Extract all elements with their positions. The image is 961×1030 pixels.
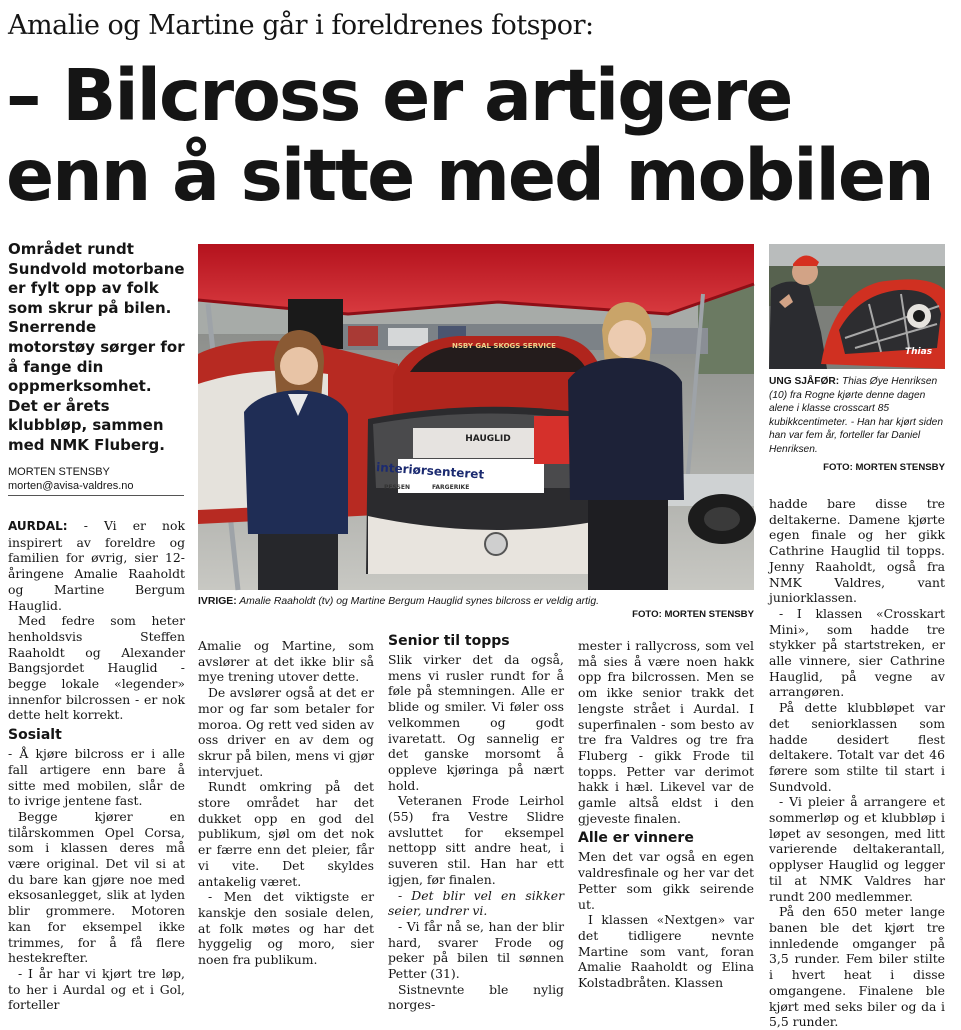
headline-line-2: enn å sitte med mobilen — [6, 134, 933, 217]
byline-email: morten@avisa-valdres.no — [8, 480, 134, 492]
main-photo — [198, 244, 754, 590]
side-photo-caption — [769, 375, 945, 457]
paragraph: mester i rallycross, som vel må sies å være noen hakk opp fra bilcrossen. Men se om ikke senior trakk det lengste strået i Aurdal. I superfinalen - som besto av tre fra Valdres og tre fra Fluberg - gikk Frode til topps. Petter var derimot hakk i hæl. Likevel var de gamle altså eldst i den gjeveste finalen. — [578, 638, 754, 826]
paragraph: På den 650 meter lange banen ble det kjørt tre innledende omganger på 3,5 runder. Fem biler stilte i hvert heat i disse omgangene. Finalene ble kjørt med seks biler og da i 5,5 runder. — [769, 904, 945, 1030]
subheading: Sosialt — [8, 727, 62, 744]
subheading: Senior til topps — [388, 633, 510, 649]
paragraph — [8, 518, 185, 613]
paragraph: hadde bare disse tre deltakerne. Damene kjørte egen finale og her gikk Cathrine Hauglid til topps. Jenny Raaholdt, også fra NMK Valdres, vant juniorklassen. — [769, 496, 945, 606]
car-sticker-sub2: PESSEN — [384, 484, 410, 491]
main-photo-caption-label: IVRIGE: — [198, 596, 237, 607]
paragraph: Begge kjører en tilårskommen Opel Corsa, som i klassen deres må være original. Det vil si at du bare kan gjøre noe med eksosanlegget, slik at lyden blir grommere. Motoren kan for eksempel ikke trimmes, for å få flere hestekrefter. — [8, 808, 185, 966]
article-kicker: Amalie og Martine går i foreldrenes fotspor: — [8, 10, 594, 41]
byline-divider — [8, 495, 184, 496]
paragraph: - Vi pleier å arrangere et sommerløp og et klubbløp i løpet av sesongen, med litt varierende deltakerantall, opplyser Hauglid og legger til at NMK Valdres har rundt 200 medlemmer. — [769, 794, 945, 904]
paragraph: Slik virker det da også, mens vi rusler rundt for å føle på stemningen. Alle er blide og smiler. Vi føler oss velkommen og godt ivaretatt. Og sannelig er det ganske morsomt å oppleve kjøringa på nært hold. — [388, 652, 564, 793]
paragraph: Med fedre som heter henholdsvis Steffen Raaholdt og Alexander Bangsjordet Hauglid - begge lokale «legender» innenfor bilcrossen - er nok dette helt korrekt. — [8, 613, 185, 723]
paragraph: Rundt omkring på det store området har det dukket opp en god del publikum, sjøl om det nok er færre enn det pleier, får vi vite. Det skyldes antakelig været. — [198, 779, 374, 889]
dateline: AURDAL: — [8, 519, 68, 533]
paragraph: - Å kjøre bilcross er i alle fall artigere enn bare å sitte med mobilen, slår de to ivrige jentene fast. — [8, 746, 185, 809]
paragraph: - I år har vi kjørt tre løp, to her i Aurdal og et i Gol, forteller — [8, 965, 185, 1013]
car-sticker-top: NSBY GAL SKOGS SERVICE — [452, 342, 556, 350]
car-sticker-brand: interiørsenteret — [375, 460, 485, 482]
paragraph: Veteranen Frode Leirhol (55) fra Vestre Slidre avsluttet for eksempel nettopp sitt andre heat, i suveren stil. Han har ett igjen, før finalen. — [388, 793, 564, 887]
article-lead: Området rundt Sundvold motorbane er fylt opp av folk som skrur på bilen. Snerrende motorstøy sørger for å fange din oppmerksomhet. Det er årets klubbløp, sammen med NMK Fluberg. — [8, 240, 185, 454]
body-column-2 — [198, 638, 374, 968]
side-photo-caption-text: Thias Øye Henriksen (10) fra Rogne kjørte denne dagen alene i klasse crosscart 85 kubikkcentimeter. - Han har kjørt siden han var fem år, forteller far Daniel Henriksen. — [769, 376, 944, 455]
body-column-3 — [388, 632, 564, 1013]
main-photo-caption — [198, 595, 754, 609]
paragraph: - Vi får nå se, han der blir hard, svarer Frode og peker på bilen til sønnen Petter (31). — [388, 918, 564, 982]
paragraph: Men det var også en egen valdresfinale og her var det Petter som gikk seirende ut. — [578, 849, 754, 912]
body-column-1 — [8, 518, 185, 1013]
subheading: Alle er vinnere — [578, 830, 694, 847]
main-photo-caption-text: Amalie Raaholdt (tv) og Martine Bergum Hauglid synes bilcross er veldig artig. — [239, 596, 599, 607]
paragraph: Sistnevnte ble nylig norges- — [388, 981, 564, 1013]
car-sticker-sub1: FARGERIKE — [432, 484, 470, 491]
paragraph: - Men det viktigste er kanskje den sosiale delen, at folk møtes og har det hyggelig og moro, sier noen fra publikum. — [198, 889, 374, 968]
article-headline — [6, 56, 933, 216]
headline-line-1: – Bilcross er artigere — [6, 54, 792, 137]
side-photo-caption-label: UNG SJÅFØR: — [769, 376, 840, 387]
side-car-label: Thias — [905, 347, 933, 357]
side-photo-credit: FOTO: MORTEN STENSBY — [823, 462, 945, 473]
paragraph: - I klassen «Crosskart Mini», som hadde tre stykker på startstreken, er alle vinnere, sier Cathrine Hauglid, på vegne av arrangøren. — [769, 605, 945, 700]
paragraph: På dette klubbløpet var det seniorklassen som hadde desidert flest deltakere. Totalt var det 46 førere som stilte til start i Sundvold. — [769, 700, 945, 794]
main-photo-credit: FOTO: MORTEN STENSBY — [632, 609, 754, 620]
paragraph-text: - Vi er nok inspirert av foreldre og familien for øvrig, sier 12-åringene Amalie Raaholdt og Martine Bergum Hauglid. — [8, 518, 185, 613]
byline-name: MORTEN STENSBY — [8, 466, 110, 478]
car-sticker-dealer: HAUGLID — [465, 434, 511, 444]
paragraph: I klassen «Nextgen» var det tidligere nevnte Martine som vant, foran Amalie Raaholdt og Elina Kolstadbråten. Klassen — [578, 912, 754, 991]
paragraph: - Det blir vel en sikker seier, undrer vi. — [388, 887, 564, 919]
body-column-5 — [769, 496, 945, 1030]
paragraph: Amalie og Martine, som avslører at det ikke blir så mye trening utover dette. — [198, 638, 374, 685]
main-photo-illustration — [198, 244, 754, 590]
body-column-4 — [578, 638, 754, 991]
side-photo — [769, 244, 945, 369]
paragraph: De avslører også at det er mor og far som betaler for moroa. Og rett ved siden av oss driver en av dem og skrur på bilen, mens vi gjør intervjuet. — [198, 685, 374, 779]
